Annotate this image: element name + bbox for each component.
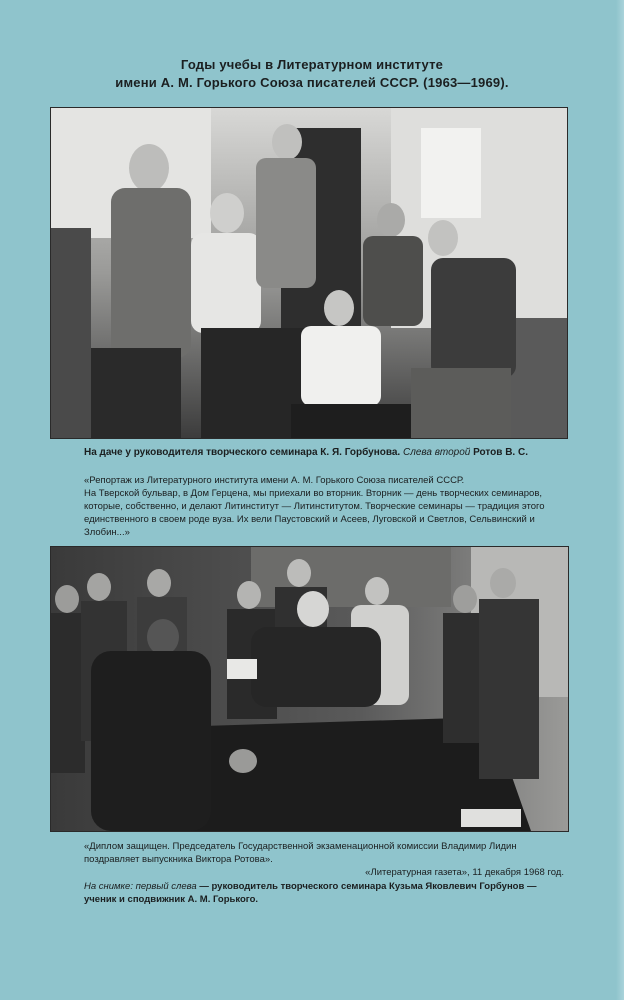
caption-name: Ротов В. С. bbox=[473, 447, 528, 458]
report-quote bbox=[84, 474, 564, 539]
page-edge bbox=[616, 0, 624, 1000]
title-line-2: имени А. М. Горького Союза писателей СССР. (1963—1969). bbox=[115, 75, 509, 90]
photo-diploma-defense bbox=[50, 546, 569, 832]
caption-italic: Слева второй bbox=[403, 447, 471, 458]
quote1-paragraph-2: На Тверской бульвар, в Дом Герцена, мы приехали во вторник. Вторник — день творческих семинаров, которые, собственно, и делают Литинститут — Литинститутом. Творческие семинары — традиция этого единственного в своем роде вуза. Их вели Паустовский и Асеев, Луговской и Светлов, Сельвинский и Злобин...» bbox=[84, 488, 545, 538]
newspaper-quote bbox=[84, 840, 564, 879]
note-italic: На снимке: первый слева bbox=[84, 881, 197, 892]
caption-main: На даче у руководителя творческого семинара К. Я. Горбунова. bbox=[84, 447, 401, 458]
quote1-paragraph-1: «Репортаж из Литературного института имени А. М. Горького Союза писателей СССР. bbox=[84, 475, 465, 486]
quote2-source: «Литературная газета», 11 декабря 1968 год. bbox=[365, 867, 564, 878]
title-line-1: Годы учебы в Литературном институте bbox=[180, 57, 444, 72]
quote2-text: «Диплом защищен. Председатель Государственной экзаменационной комиссии Владимир Лидин поздравляет выпускника Виктора Ротова». bbox=[84, 841, 517, 865]
note-bold: — руководитель творческого семинара Кузьма Яковлевич Горбунов — ученик и сподвижник А. М. Горького. bbox=[84, 881, 537, 905]
photo-dacha-group bbox=[50, 107, 568, 439]
photo1-caption bbox=[84, 447, 528, 458]
photo2-note bbox=[84, 880, 564, 906]
page-title bbox=[40, 56, 584, 92]
